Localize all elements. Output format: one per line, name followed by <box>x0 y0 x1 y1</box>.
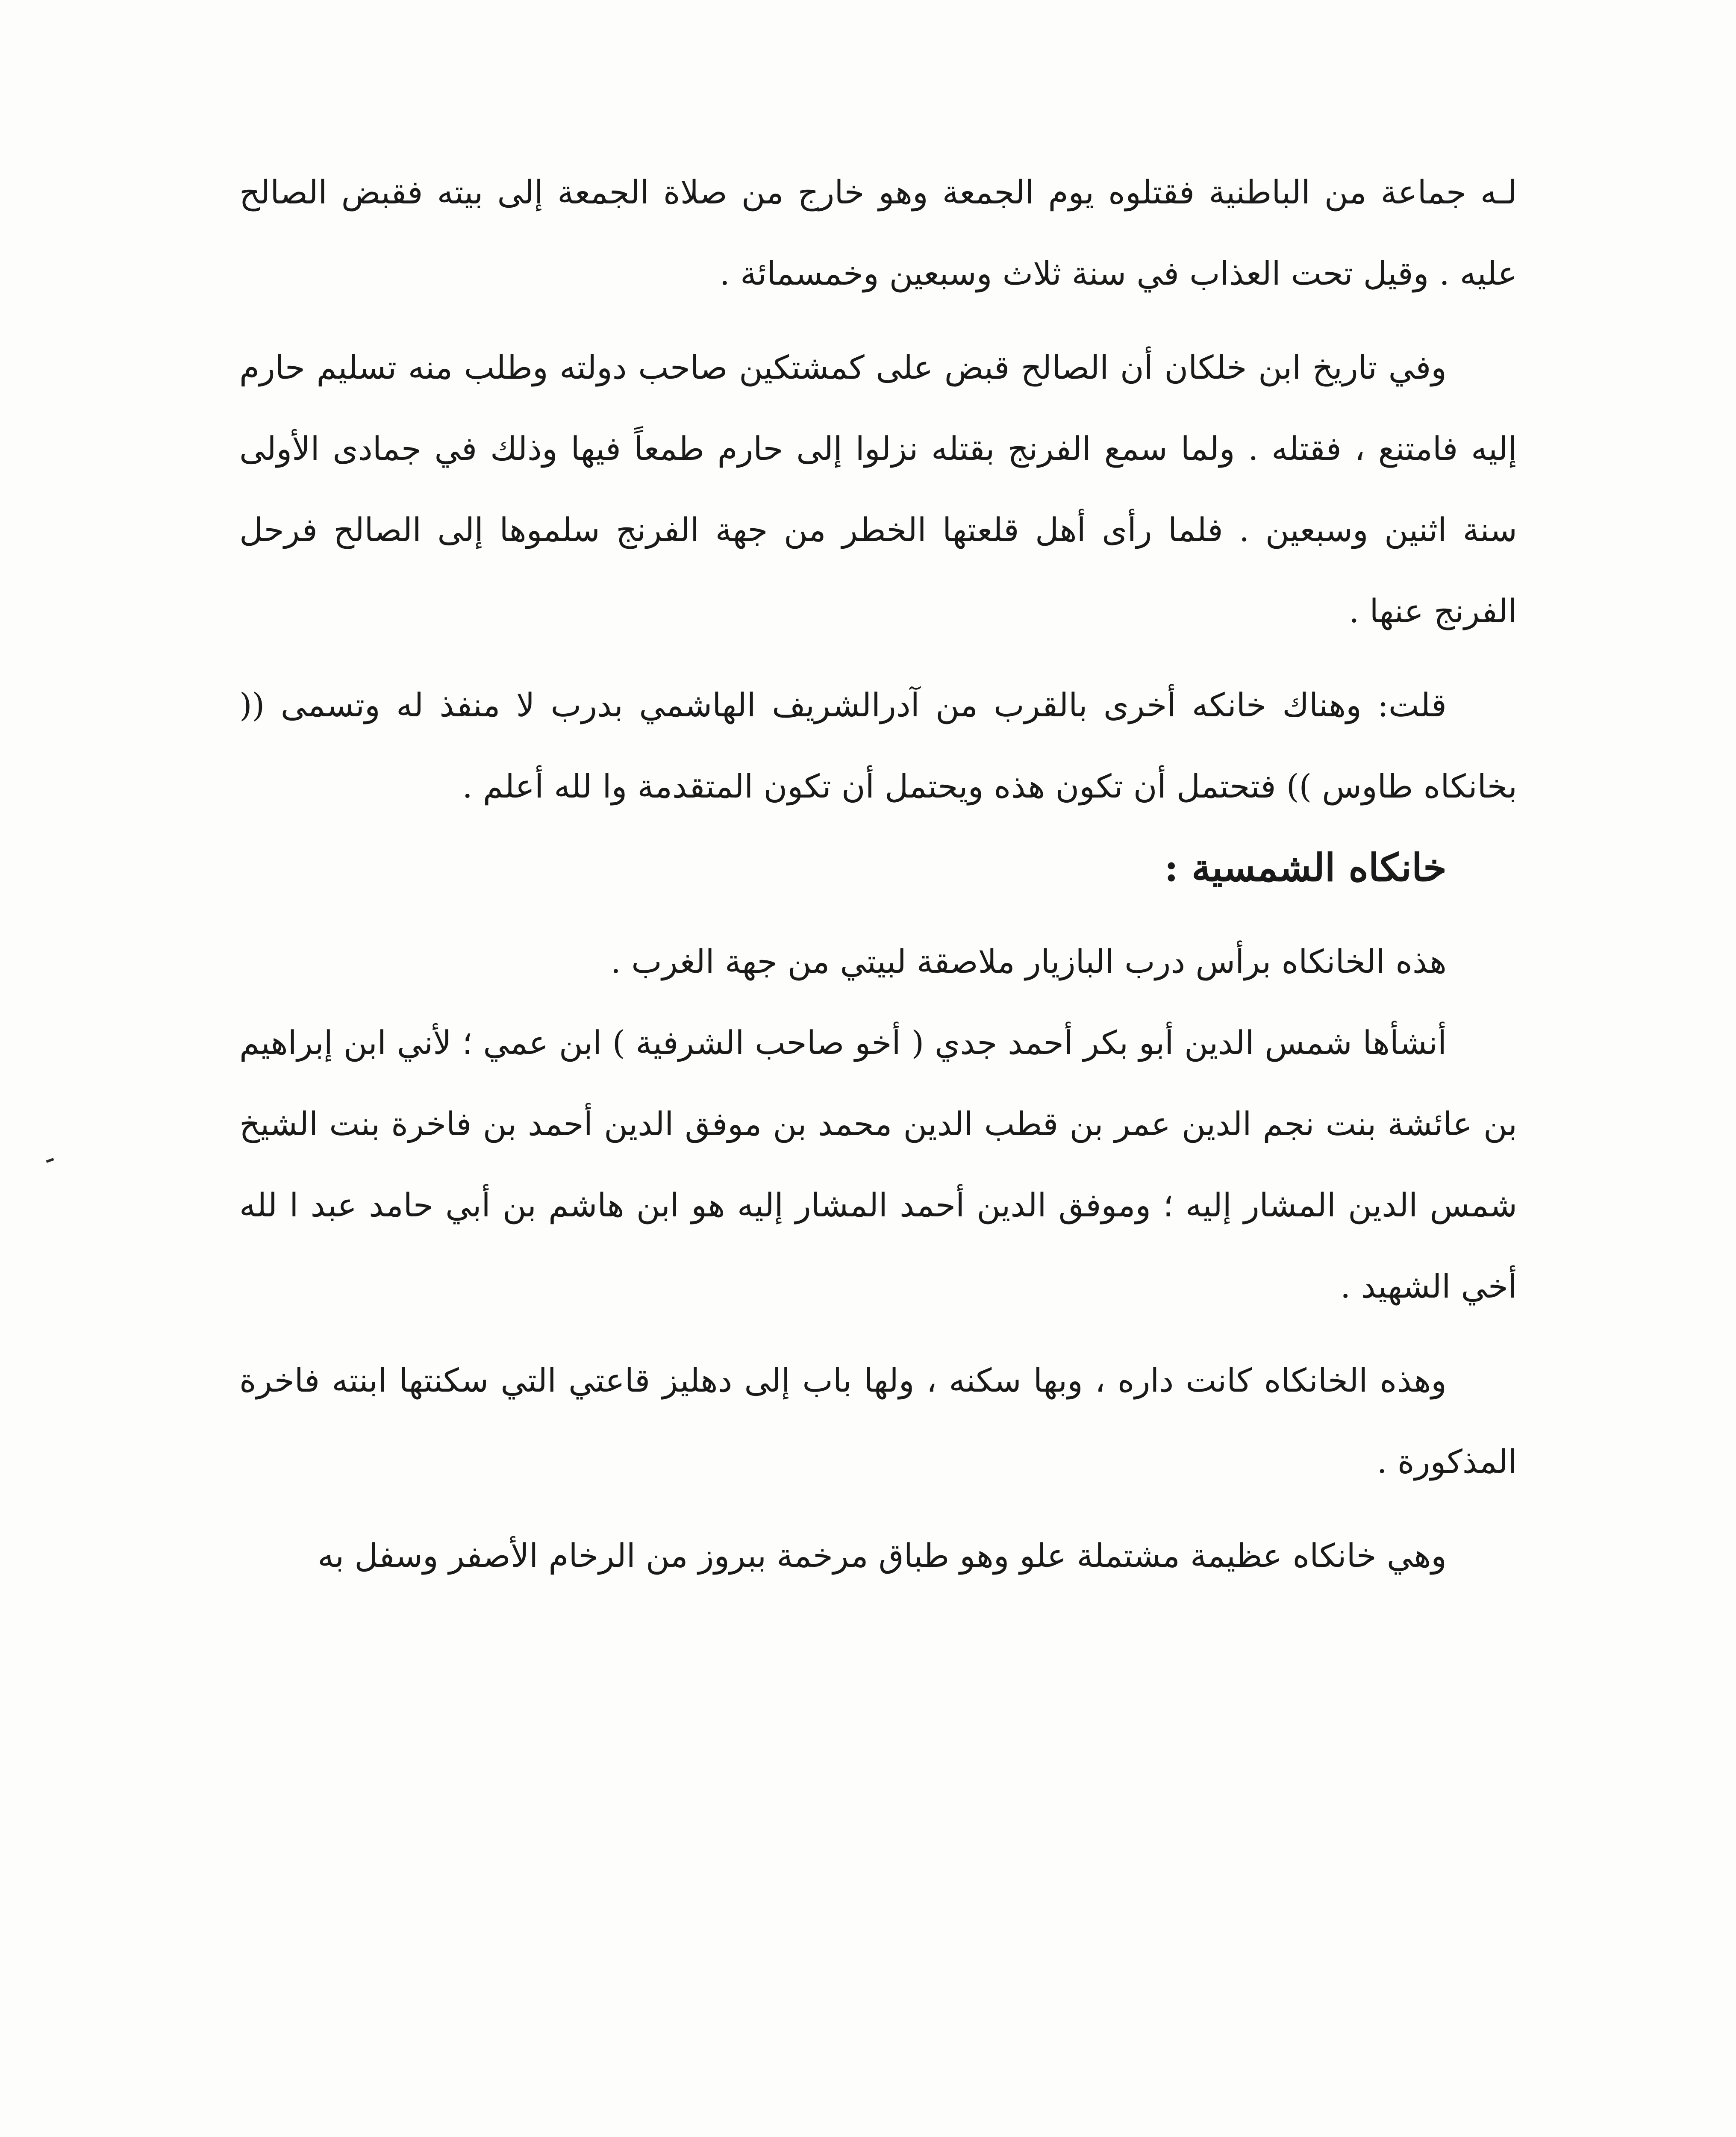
section-heading: خانكاه الشمسية : <box>1164 845 1447 890</box>
paragraph-description: وهي خانكاه عظيمة مشتملة علو وهو طباق مرخمة ببروز من الرخام الأصفر وسفل به <box>318 1537 1447 1575</box>
paragraph-residence: وهذه الخانكاه كانت داره ، وبها سكنه ، ولها باب إلى دهليز قاعتي التي سكنتها ابنته فاخرة المذكورة . <box>239 1361 1517 1481</box>
paragraph-location: هذه الخانكاه برأس درب البازيار ملاصقة لبيتي من جهة الغرب . <box>610 942 1447 980</box>
paragraph-founder: أنشأها شمس الدين أبو بكر أحمد جدي ( أخو صاحب الشرفية ) ابن عمي ؛ لأني ابن إبراهيم بن عائشة بنت نجم الدين عمر بن قطب الدين محمد بن موفق الدين أحمد بن فاخرة بنت الشيخ شمس الدين المشار إليه ؛ وموفق الدين أحمد المشار إليه هو ابن هاشم بن أبي حامد عبد ا لله أخي الشهيد . <box>239 1024 1517 1305</box>
paragraph-qultu: قلت: وهناك خانكه أخرى بالقرب من آدرالشريف الهاشمي بدرب لا منفذ له وتسمى (( بخانكاه طاوس )) فتحتمل أن تكون هذه ويحتمل أن تكون المتقدمة وا لله أعلم . <box>239 686 1517 805</box>
page-body <box>239 152 1517 1596</box>
margin-mark <box>46 1158 54 1163</box>
paragraph-gap <box>239 908 1517 921</box>
paragraph-gap <box>239 1327 1517 1340</box>
paragraph-gap <box>239 314 1517 327</box>
paragraph-gap <box>239 1502 1517 1515</box>
paragraph-ibn-khallikan: وفي تاريخ ابن خلكان أن الصالح قبض على كمشتكين صاحب دولته وطلب منه تسليم حارم إليه فامتنع ، فقتله . ولما سمع الفرنج بقتله نزلوا إلى حارم طمعاً فيها وذلك في جمادى الأولى سنة اثنين وسبعين . فلما رأى أهل قلعتها الخطر من جهة الفرنج سلموها إلى الصالح فرحل الفرنج عنها . <box>239 348 1517 630</box>
paragraph-continuation: لـه جماعة من الباطنية فقتلوه يوم الجمعة وهو خارج من صلاة الجمعة إلى بيته فقبض الصالح عليه . وقيل تحت العذاب في سنة ثلاث وسبعين وخمسمائة . <box>239 173 1517 292</box>
paragraph-gap <box>239 652 1517 665</box>
